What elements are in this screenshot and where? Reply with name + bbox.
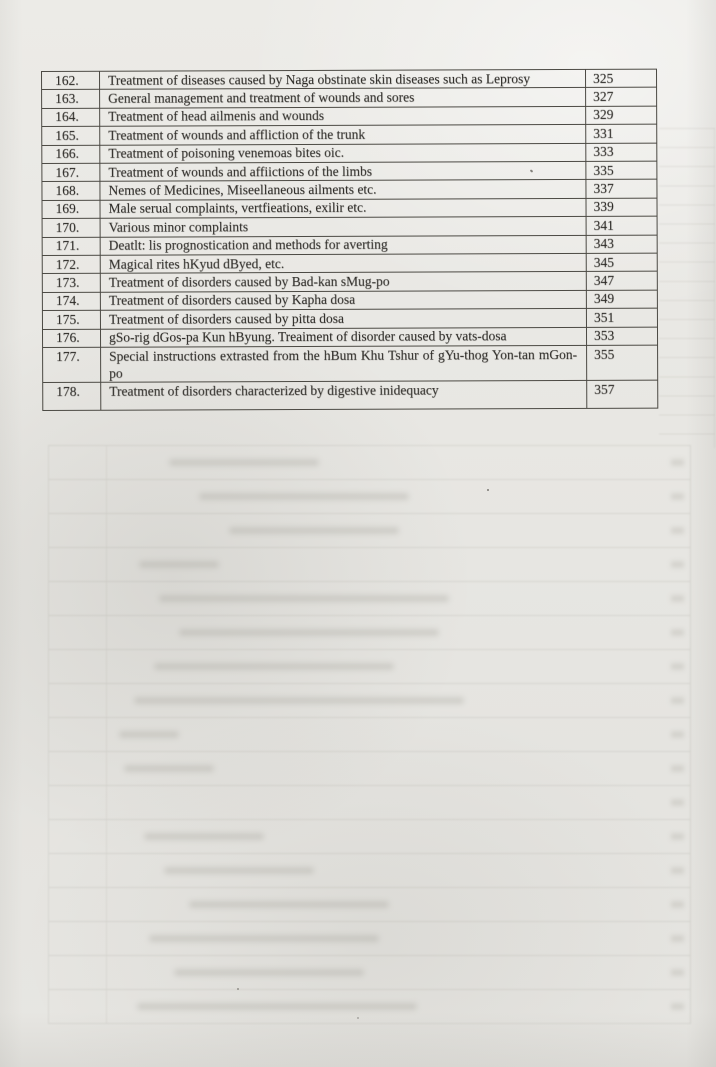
entry-title: Treatment of wounds and affliction of the trunk bbox=[100, 125, 586, 145]
toc-row bbox=[43, 381, 658, 411]
toc-body bbox=[42, 69, 658, 410]
entry-page-number: 329 bbox=[586, 106, 657, 125]
entry-title: Treatment of disorders caused by Kapha dosa bbox=[100, 290, 586, 310]
toc-row bbox=[42, 143, 657, 164]
entry-number: 163. bbox=[42, 90, 100, 109]
entry-number: 170. bbox=[42, 219, 100, 238]
toc-row bbox=[42, 327, 657, 348]
entry-page-number: 341 bbox=[586, 216, 657, 235]
bleed-through-ghost-table bbox=[48, 445, 691, 1024]
bleed-through-right-strip bbox=[659, 128, 715, 448]
entry-number: 168. bbox=[42, 182, 100, 201]
entry-page-number: 349 bbox=[586, 290, 657, 309]
dust-speck bbox=[487, 489, 489, 491]
entry-title: Treatment of diseases caused by Naga obstinate skin diseases such as Leprosy bbox=[100, 69, 586, 89]
entry-number: 164. bbox=[42, 108, 100, 127]
toc-row bbox=[43, 345, 658, 383]
entry-title: Special instructions extrasted from the hBum Khu Tshur of gYu-thog Yon-tan mGon-po bbox=[101, 346, 587, 383]
toc-row bbox=[42, 272, 657, 293]
toc-row bbox=[42, 161, 657, 182]
toc-row bbox=[42, 216, 657, 237]
toc-row bbox=[42, 180, 657, 201]
entry-number: 174. bbox=[42, 292, 100, 311]
entry-page-number: 347 bbox=[586, 272, 657, 291]
entry-page-number: 325 bbox=[585, 69, 656, 88]
entry-title: Treatment of head ailmenis and wounds bbox=[100, 106, 586, 126]
entry-number: 162. bbox=[42, 71, 100, 90]
entry-title: General management and treatment of wounds and sores bbox=[100, 88, 586, 108]
entry-title: Various minor complaints bbox=[100, 217, 586, 237]
dust-speck bbox=[357, 1017, 359, 1019]
entry-number: 173. bbox=[42, 274, 100, 293]
entry-title: Treatment of disorders caused by Bad-kan sMug-po bbox=[100, 272, 586, 292]
toc-row bbox=[42, 106, 657, 127]
entry-page-number: 353 bbox=[586, 327, 657, 346]
toc-row bbox=[42, 253, 657, 274]
entry-page-number: 345 bbox=[586, 253, 657, 272]
entry-number: 169. bbox=[42, 200, 100, 219]
entry-number: 165. bbox=[42, 126, 100, 145]
entry-title: Treatment of wounds and affiictions of the limbs bbox=[100, 161, 586, 181]
entry-title: Magical rites hKyud dByed, etc. bbox=[100, 253, 586, 273]
entry-page-number: 327 bbox=[586, 88, 657, 107]
entry-number: 178. bbox=[43, 383, 101, 411]
entry-title: Male serual complaints, vertfieations, exilir etc. bbox=[100, 198, 586, 218]
entry-page-number: 351 bbox=[586, 308, 657, 327]
entry-title: Treatment of disorders characterized by digestive inidequacy bbox=[101, 381, 587, 410]
entry-page-number: 337 bbox=[586, 180, 657, 199]
toc-row bbox=[42, 235, 657, 256]
entry-page-number: 335 bbox=[586, 161, 657, 180]
entry-page-number: 333 bbox=[586, 143, 657, 162]
entry-number: 166. bbox=[42, 145, 100, 164]
entry-number: 176. bbox=[42, 329, 100, 348]
entry-page-number: 357 bbox=[587, 381, 658, 409]
toc-row bbox=[42, 124, 657, 145]
entry-title: gSo-rig dGos-pa Kun hByung. Treaiment of disorder caused by vats-dosa bbox=[100, 327, 586, 347]
toc-row bbox=[42, 290, 657, 311]
entry-page-number: 331 bbox=[586, 124, 657, 143]
toc-row bbox=[42, 88, 657, 109]
entry-page-number: 339 bbox=[586, 198, 657, 217]
entry-title: Treatment of disorders caused by pitta dosa bbox=[100, 309, 586, 329]
contents-table bbox=[41, 69, 658, 411]
entry-title: Treatment of poisoning venemoas bites oic. bbox=[100, 143, 586, 163]
entry-page-number: 355 bbox=[587, 345, 658, 381]
entry-number: 171. bbox=[42, 237, 100, 256]
entry-number: 172. bbox=[42, 255, 100, 274]
entry-page-number: 343 bbox=[586, 235, 657, 254]
toc-row bbox=[42, 198, 657, 219]
toc-row bbox=[42, 69, 657, 90]
toc-row bbox=[42, 308, 657, 329]
entry-number: 175. bbox=[42, 311, 100, 330]
entry-title: Nemes of Medicines, Miseellaneous ailments etc. bbox=[100, 180, 586, 200]
dust-speck bbox=[237, 988, 239, 990]
entry-title: Deatlt: lis prognostication and methods for averting bbox=[100, 235, 586, 255]
entry-number: 177. bbox=[43, 347, 101, 383]
entry-number: 167. bbox=[42, 163, 100, 182]
